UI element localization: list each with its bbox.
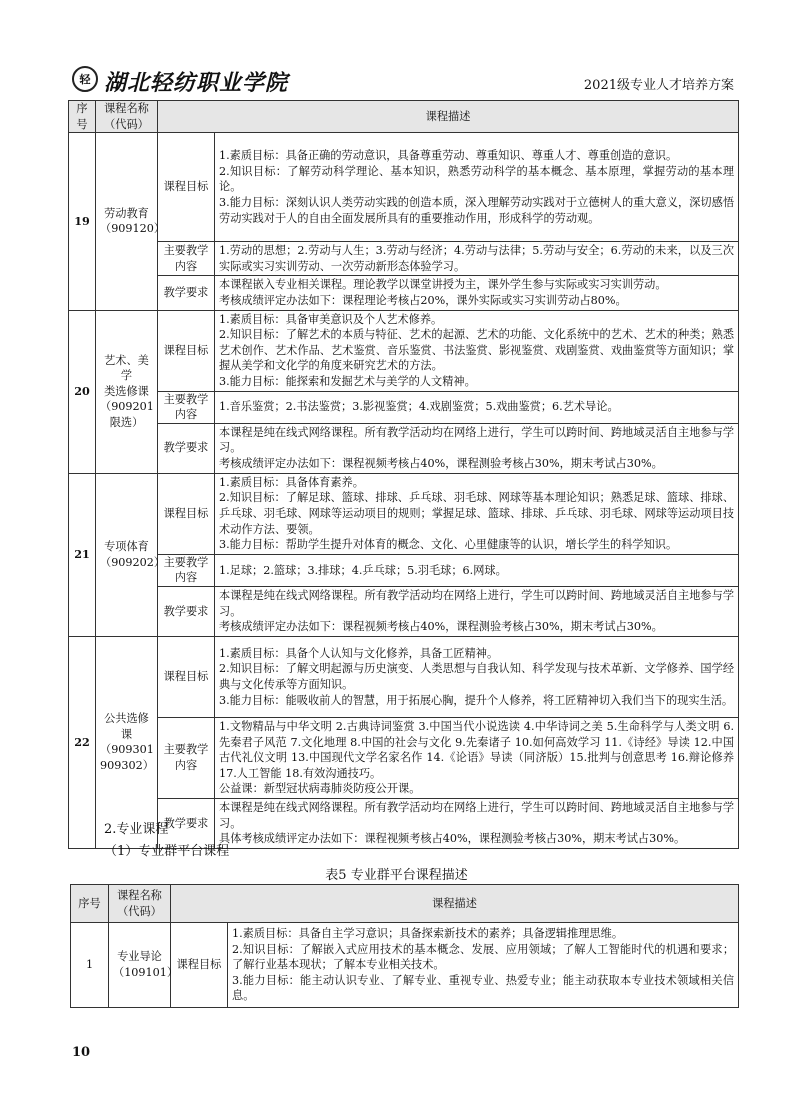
req-label: 教学要求 (158, 276, 215, 310)
content-label: 主要教学内容 (158, 391, 215, 423)
school-logo: 轻 (72, 66, 98, 92)
goal-label: 课程目标 (171, 923, 228, 1008)
course-name: 公共选修 课（909301 909302） (96, 636, 158, 848)
header-name: 课程名称（代码） (109, 885, 171, 923)
course-goal: 1.素质目标：具备审美意识及个人艺术修养。 2.知识目标：了解艺术的本质与特征、艺术的起源、艺术的功能、文化系统中的艺术、艺术的种类；熟悉艺术创作、艺术作品、艺术鉴赏、音乐鉴赏、书法鉴赏、影视鉴赏、戏剧鉴赏、戏曲鉴赏等方面知识；掌握从美学和文化学的角度来研究艺术的方法。 3.能力目标：能探索和发掘艺术与美学的人文精神。 (215, 310, 739, 391)
content-label: 主要教学内容 (158, 554, 215, 586)
course-goal: 1.素质目标：具备自主学习意识；具备探索新技术的素养；具备逻辑推理思维。 2.知识目标：了解嵌入式应用技术的基本概念、发展、应用领域；了解人工智能时代的机遇和要求；了解行业基本现状；了解本专业相关技术。 3.能力目标：能主动认识专业、了解专业、重视专业、热爱专业；能主动获取本专业技术领域相关信息。 (228, 923, 739, 1008)
content-label: 主要教学内容 (158, 242, 215, 276)
course-content: 1.音乐鉴赏；2.书法鉴赏；3.影视鉴赏；4.戏剧鉴赏；5.戏曲鉴赏；6.艺术导论。 (215, 391, 739, 423)
row-no: 21 (69, 473, 96, 636)
row-no: 1 (71, 923, 109, 1008)
subsection-heading: （1）专业群平台课程 (104, 844, 230, 859)
table-row (69, 133, 739, 242)
table-row (69, 310, 739, 391)
document-title: 2021级专业人才培养方案 (583, 78, 734, 93)
req-label: 教学要求 (158, 798, 215, 848)
header-desc: 课程描述 (158, 101, 739, 133)
course-goal: 1.素质目标：具备体育素养。 2.知识目标：了解足球、篮球、排球、乒乓球、羽毛球、网球等基本理论知识；熟悉足球、篮球、排球、乒乓球、羽毛球、网球等运动项目的规则；掌握足球、篮球、排球、乒乓球、羽毛球、网球等运动项目技术动作方法、要领。 3.能力目标：帮助学生提升对体育的概念、文化、心里健康等的认识，增长学生的科学知识。 (215, 473, 739, 554)
course-content: 1.文物精品与中华文明 2.古典诗词鉴赏 3.中国当代小说选读 4.中华诗词之美 5.生命科学与人类文明 6.先秦君子风范 7.文化地理 8.中国的社会与文化 9.先秦诸子 10.如何高效学习 11.《诗经》导读 12.中国古代礼仪文明 13.中国现代文学名家名作 14.《论语》导读（同济版）15.批判与创意思考 16.辩论修养 17.人工智能 18.有效沟通技巧。 公益课：新型冠状病毒肺炎防疫公开课。 (215, 717, 739, 798)
row-no: 22 (69, 636, 96, 848)
header-no: 序号 (71, 885, 109, 923)
table-row (71, 923, 739, 1008)
table-row (69, 242, 739, 276)
req-label: 教学要求 (158, 423, 215, 473)
table-row (69, 473, 739, 554)
course-req: 本课程是纯在线式网络课程。所有教学活动均在网络上进行，学生可以跨时间、跨地域灵活自主地参与学习。 考核成绩评定办法如下：课程视频考核占40%，课程测验考核占30%，期末考试占30%。 (215, 586, 739, 636)
header-desc: 课程描述 (171, 885, 739, 923)
table-row (69, 717, 739, 798)
section-heading: 2.专业课程 (104, 822, 169, 837)
course-table-platform (70, 884, 739, 1008)
table-row (69, 391, 739, 423)
table-row (69, 554, 739, 586)
course-req: 本课程是纯在线式网络课程。所有教学活动均在网络上进行，学生可以跨时间、跨地域灵活自主地参与学习。 具体考核成绩评定办法如下：课程视频考核占40%，课程测验考核占30%，期末考试占30%。 (215, 798, 739, 848)
goal-label: 课程目标 (158, 636, 215, 717)
course-content: 1.劳动的思想；2.劳动与人生；3.劳动与经济；4.劳动与法律；5.劳动与安全；6.劳动的未来，以及三次实际或实习实训劳动、一次劳动新形态体验学习。 (215, 242, 739, 276)
content-label: 主要教学内容 (158, 717, 215, 798)
table-row (69, 636, 739, 717)
table-row (69, 276, 739, 310)
page-number: 10 (72, 1045, 91, 1060)
course-goal: 1.素质目标：具备个人认知与文化修养，具备工匠精神。 2.知识目标：了解文明起源与历史演变、人类思想与自我认知、科学发现与技术革新、文学修养、国学经典与文化传承等方面知识。 3.能力目标：能吸收前人的智慧，用于拓展心胸，提升个人修养，将工匠精神切入我们当下的现实生活。 (215, 636, 739, 717)
table-header-row (69, 101, 739, 133)
course-name: 专业导论 （109101） (109, 923, 171, 1008)
course-table-general (68, 100, 739, 849)
course-name: 艺术、美学 类选修课 （909201 限选） (96, 310, 158, 473)
course-name: 劳动教育 （909120） (96, 133, 158, 310)
row-no: 19 (69, 133, 96, 310)
table-header-row (71, 885, 739, 923)
course-goal: 1.素质目标：具备正确的劳动意识，具备尊重劳动、尊重知识、尊重人才、尊重创造的意识。 2.知识目标：了解劳动科学理论、基本知识，熟悉劳动科学的基本概念、基本原理，掌握劳动的基本理论。 3.能力目标：深刻认识人类劳动实践的创造本质，深入理解劳动实践对于立德树人的重大意义，深切感悟劳动实践对于人的自由全面发展所具有的重要推动作用，形成科学的劳动观。 (215, 133, 739, 242)
table-caption: 表5 专业群平台课程描述 (325, 868, 468, 883)
header-no: 序号 (69, 101, 96, 133)
page-header (68, 58, 738, 101)
row-no: 20 (69, 310, 96, 473)
table-row (69, 423, 739, 473)
course-content: 1.足球；2.篮球；3.排球；4.乒乓球；5.羽毛球；6.网球。 (215, 554, 739, 586)
header-name: 课程名称（代码） (96, 101, 158, 133)
course-req: 本课程嵌入专业相关课程。理论教学以课堂讲授为主，课外学生参与实际或实习实训劳动。 考核成绩评定办法如下：课程理论考核占20%，课外实际或实习实训劳动占80%。 (215, 276, 739, 310)
goal-label: 课程目标 (158, 473, 215, 554)
table-row (69, 586, 739, 636)
goal-label: 课程目标 (158, 133, 215, 242)
course-req: 本课程是纯在线式网络课程。所有教学活动均在网络上进行，学生可以跨时间、跨地域灵活自主地参与学习。 考核成绩评定办法如下：课程视频考核占40%，课程测验考核占30%，期末考试占30%。 (215, 423, 739, 473)
school-name: 湖北轻纺职业学院 (104, 70, 289, 96)
req-label: 教学要求 (158, 586, 215, 636)
course-name: 专项体育 （909202） (96, 473, 158, 636)
goal-label: 课程目标 (158, 310, 215, 391)
